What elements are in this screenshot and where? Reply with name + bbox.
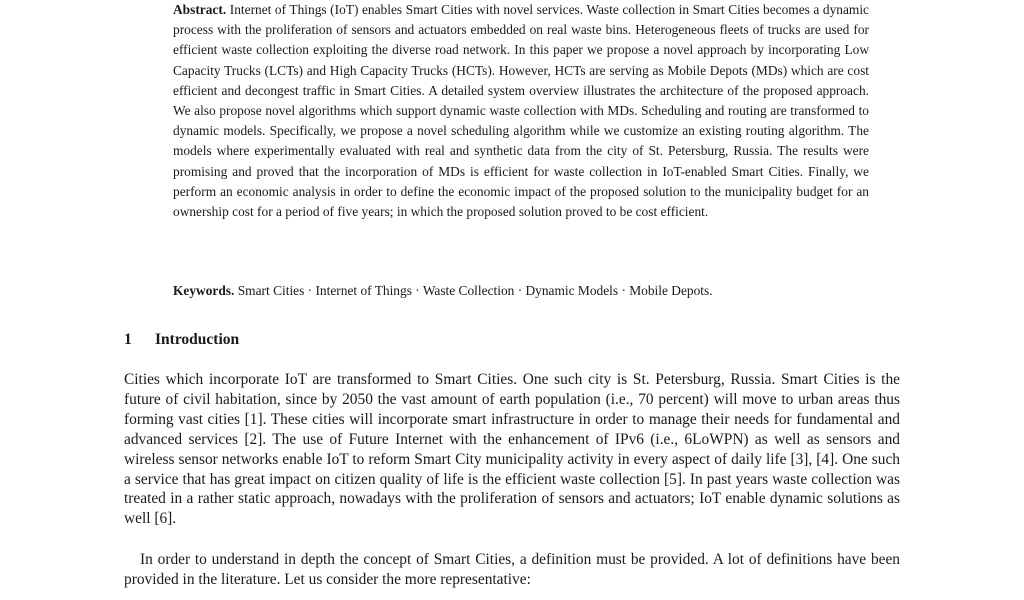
abstract-label: Abstract. [173, 2, 227, 17]
section-number: 1 [124, 331, 132, 348]
keywords-label: Keywords. [173, 283, 235, 298]
abstract-text: Internet of Things (IoT) enables Smart Cities with novel services. Waste collection in Smart Cities becomes a dynamic process with the proliferation of sensors and actuators embedded on real waste bins. Heterogeneous fleets of trucks are used for efficient waste collection exploiting the diverse road network. In this paper we propose a novel approach by incorporating Low Capacity Trucks (LCTs) and High Capacity Trucks (HCTs). However, HCTs are serving as Mobile Depots (MDs) which are cost efficient and decongest traffic in Smart Cities. A detailed system overview illustrates the architecture of the proposed approach. We also propose novel algorithms which support dynamic waste collection with MDs. Scheduling and routing are transformed to dynamic models. Specifically, we propose a novel scheduling algorithm while we customize an existing routing algorithm. The models where experimentally evaluated with real and synthetic data from the city of St. Petersburg, Russia. The results were promising and proved that the incorporation of MDs is efficient for waste collection in IoT-enabled Smart Cities. Finally, we perform an economic analysis in order to define the economic impact of the proposed solution to the municipality budget for an ownership cost for a period of five years; in which the proposed solution proved to be cost efficient. [173, 2, 870, 220]
keywords-text: Smart Cities · Internet of Things · Waste Collection · Dynamic Models · Mobile Depots. [237, 283, 713, 298]
section-heading [124, 329, 239, 351]
abstract [173, 0, 869, 222]
section-title: Introduction [155, 331, 240, 348]
intro-paragraph-2: In order to understand in depth the concept of Smart Cities, a definition must be provided. A lot of definitions have been provided in the literature. Let us consider the more representative: [124, 551, 900, 588]
intro-paragraph-1: Cities which incorporate IoT are transformed to Smart Cities. One such city is St. Petersburg, Russia. Smart Cities is the future of civil habitation, since by 2050 the vast amount of earth population (i.e., 70 percent) will move to urban areas thus forming vast cities [1]. These cities will incorporate smart infrastructure in order to manage their needs for fundamental and advanced services [2]. The use of Future Internet with the enhancement of IPv6 (i.e., 6LoWPN) as well as sensors and wireless sensor networks enable IoT to reform Smart City municipality activity in every aspect of daily life [3], [4]. One such a service that has great impact on citizen quality of life is the efficient waste collection [5]. In past years waste collection was treated in a rather static approach, nowadays with the proliferation of sensors and actuators; IoT enable dynamic solutions as well [6]. [124, 371, 900, 528]
keywords [173, 281, 869, 301]
